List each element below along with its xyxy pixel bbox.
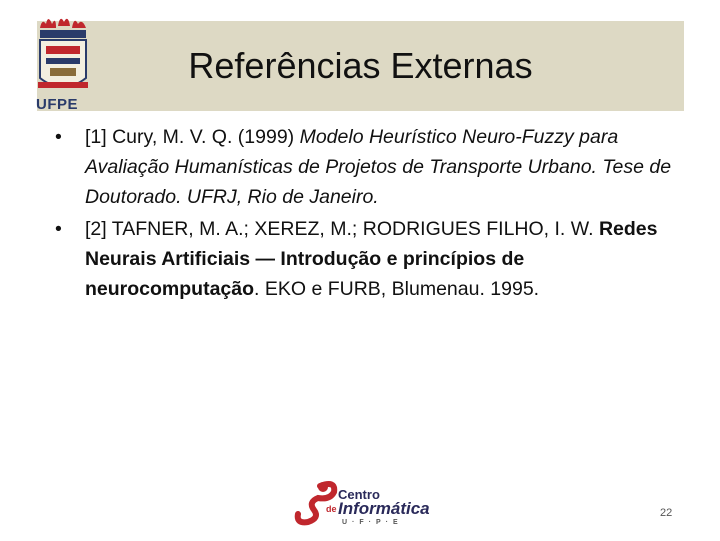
reference-title: Redes Neurais Artificiais — Introdução e princípios de neurocomputação <box>85 218 658 300</box>
reference-lead: [1] Cury, M. V. Q. (1999) <box>85 126 300 148</box>
reference-item-2 <box>55 214 675 304</box>
reference-title: Modelo Heurístico Neuro-Fuzzy para Avaliação Humanísticas de Projetos de Transporte Urbano. Tese de Doutorado. UFRJ, Rio de Janeiro. <box>85 126 672 208</box>
logo-ufpe-text: U·F·P·E <box>342 519 403 526</box>
logo-informatica-text: Informática <box>338 499 430 518</box>
logo-de-text: de <box>326 504 337 514</box>
centro-informatica-logo <box>290 478 440 536</box>
ufpe-logo-text: UFPE <box>36 96 79 113</box>
bullet: • <box>55 218 62 240</box>
references-list <box>55 122 675 306</box>
reference-lead: [2] TAFNER, M. A.; XEREZ, M.; RODRIGUES FILHO, I. W. <box>85 218 599 240</box>
bullet: • <box>55 126 62 148</box>
logo-centro-text: Centro <box>338 487 380 502</box>
slide-title: Referências Externas <box>188 45 533 86</box>
reference-item-1 <box>55 122 675 212</box>
reference-tail: . EKO e FURB, Blumenau. 1995. <box>254 278 540 300</box>
page-number: 22 <box>660 507 673 519</box>
